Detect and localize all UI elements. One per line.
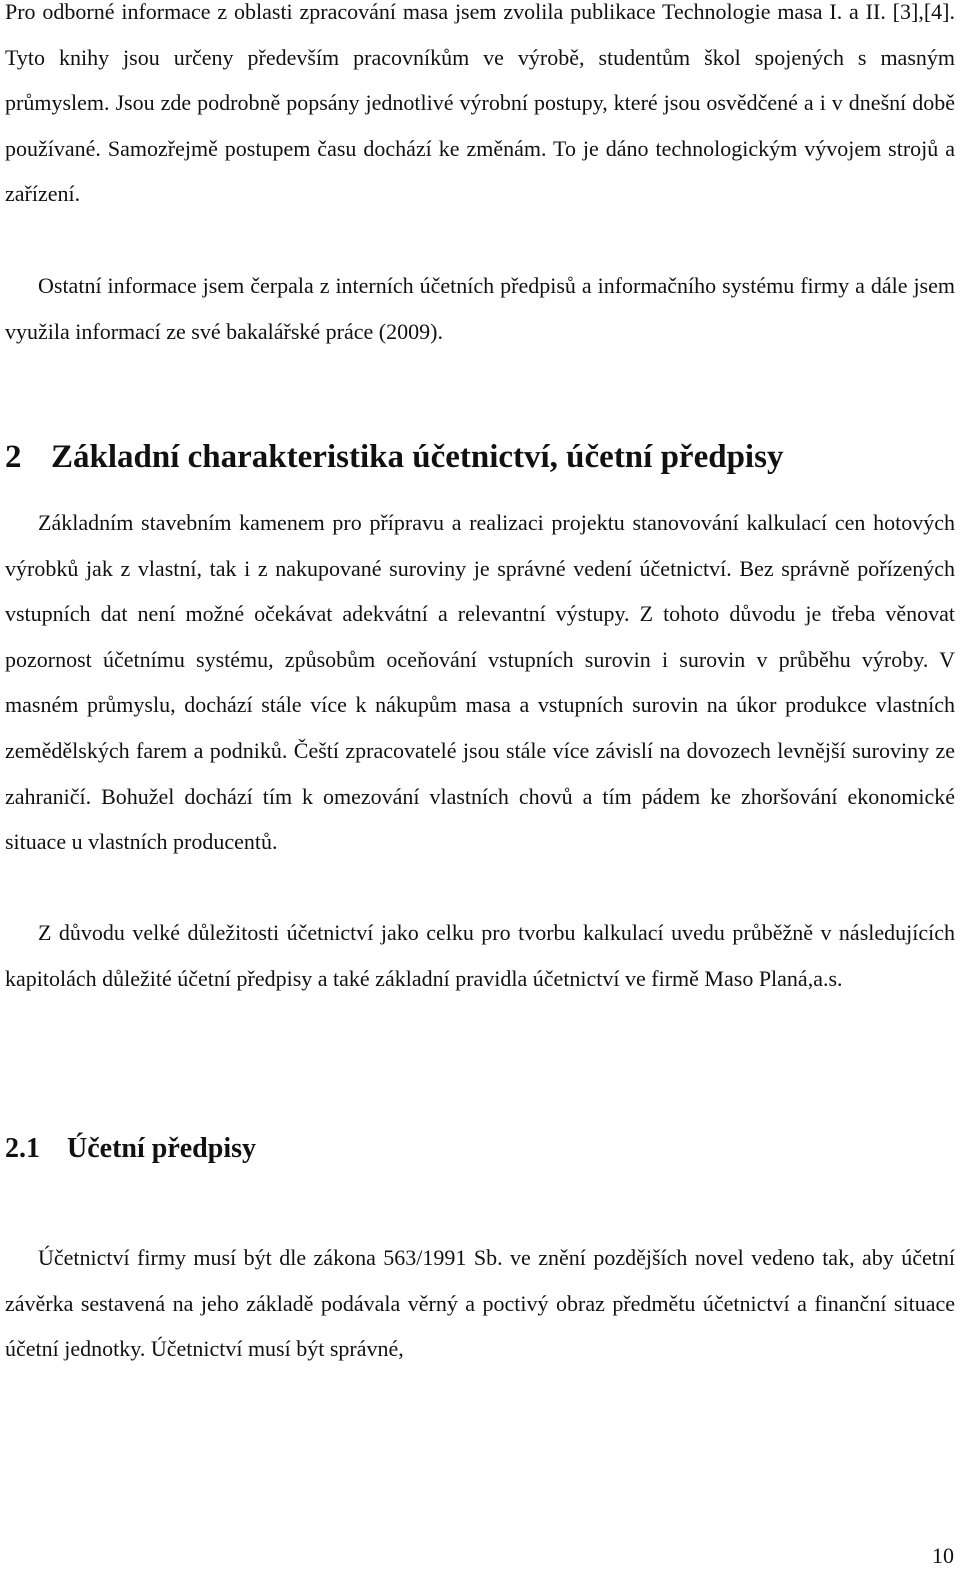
section-title: Účetní předpisy	[67, 1133, 256, 1164]
chapter-number: 2	[5, 439, 22, 475]
paragraph-accounting-importance: Z důvodu velké důležitosti účetnictví jako celku pro tvorbu kalkulací uvedu průběžně v následujících kapitolách důležité účetní předpisy a také základní pravidla účetnictví ve firmě Maso Planá,a.s.	[5, 920, 955, 991]
paragraph-sources-technology: Pro odborné informace z oblasti zpracování masa jsem zvolila publikace Technologie masa I. a II. [3],[4]. Tyto knihy jsou určeny především pracovníkům ve výrobě, studentům škol spojených s masným průmyslem. Jsou zde podrobně popsány jednotlivé výrobní postupy, které jsou osvědčené a i v dnešní době používané. Samozřejmě postupem času dochází ke změnám. To je dáno technologickým vývojem strojů a zařízení.	[5, 0, 955, 207]
paragraph-accounting-law: Účetnictví firmy musí být dle zákona 563/1991 Sb. ve znění pozdějších novel vedeno tak, aby účetní závěrka sestavená na jeho základě podávala věrný a poctivý obraz předmětu účetnictví a finanční situace účetní jednotky. Účetnictví musí být správné,	[5, 1245, 955, 1362]
paragraph-accounting-basis: Základním stavebním kamenem pro přípravu a realizaci projektu stanovování kalkulací cen hotových výrobků jak z vlastní, tak i z nakupované suroviny je správné vedení účetnictví. Bez správně pořízených vstupních dat není možné očekávat adekvátní a relevantní výstupy. Z tohoto důvodu je třeba věnovat pozornost účetnímu systému, způsobům oceňování vstupních surovin i surovin v průběhu výroby. V masném průmyslu, dochází stále více k nákupům masa a vstupních surovin na úkor produkce vlastních zemědělských farem a podniků. Čeští zpracovatelé jsou stále více závislí na dovozech levnější suroviny ze zahraničí. Bohužel dochází tím k omezování vlastních chovů a tím pádem ke zhoršování ekonomické situace u vlastních producentů.	[5, 510, 955, 855]
page-number: 10	[932, 1543, 954, 1568]
section-number: 2.1	[5, 1133, 40, 1164]
chapter-heading	[5, 432, 955, 482]
paragraph-sources-other: Ostatní informace jsem čerpala z interních účetních předpisů a informačního systému firmy a dále jsem využila informací ze své bakalářské práce (2009).	[5, 273, 955, 344]
section-heading	[5, 1126, 955, 1172]
chapter-title: Základní charakteristika účetnictví, účetní předpisy	[51, 439, 784, 475]
